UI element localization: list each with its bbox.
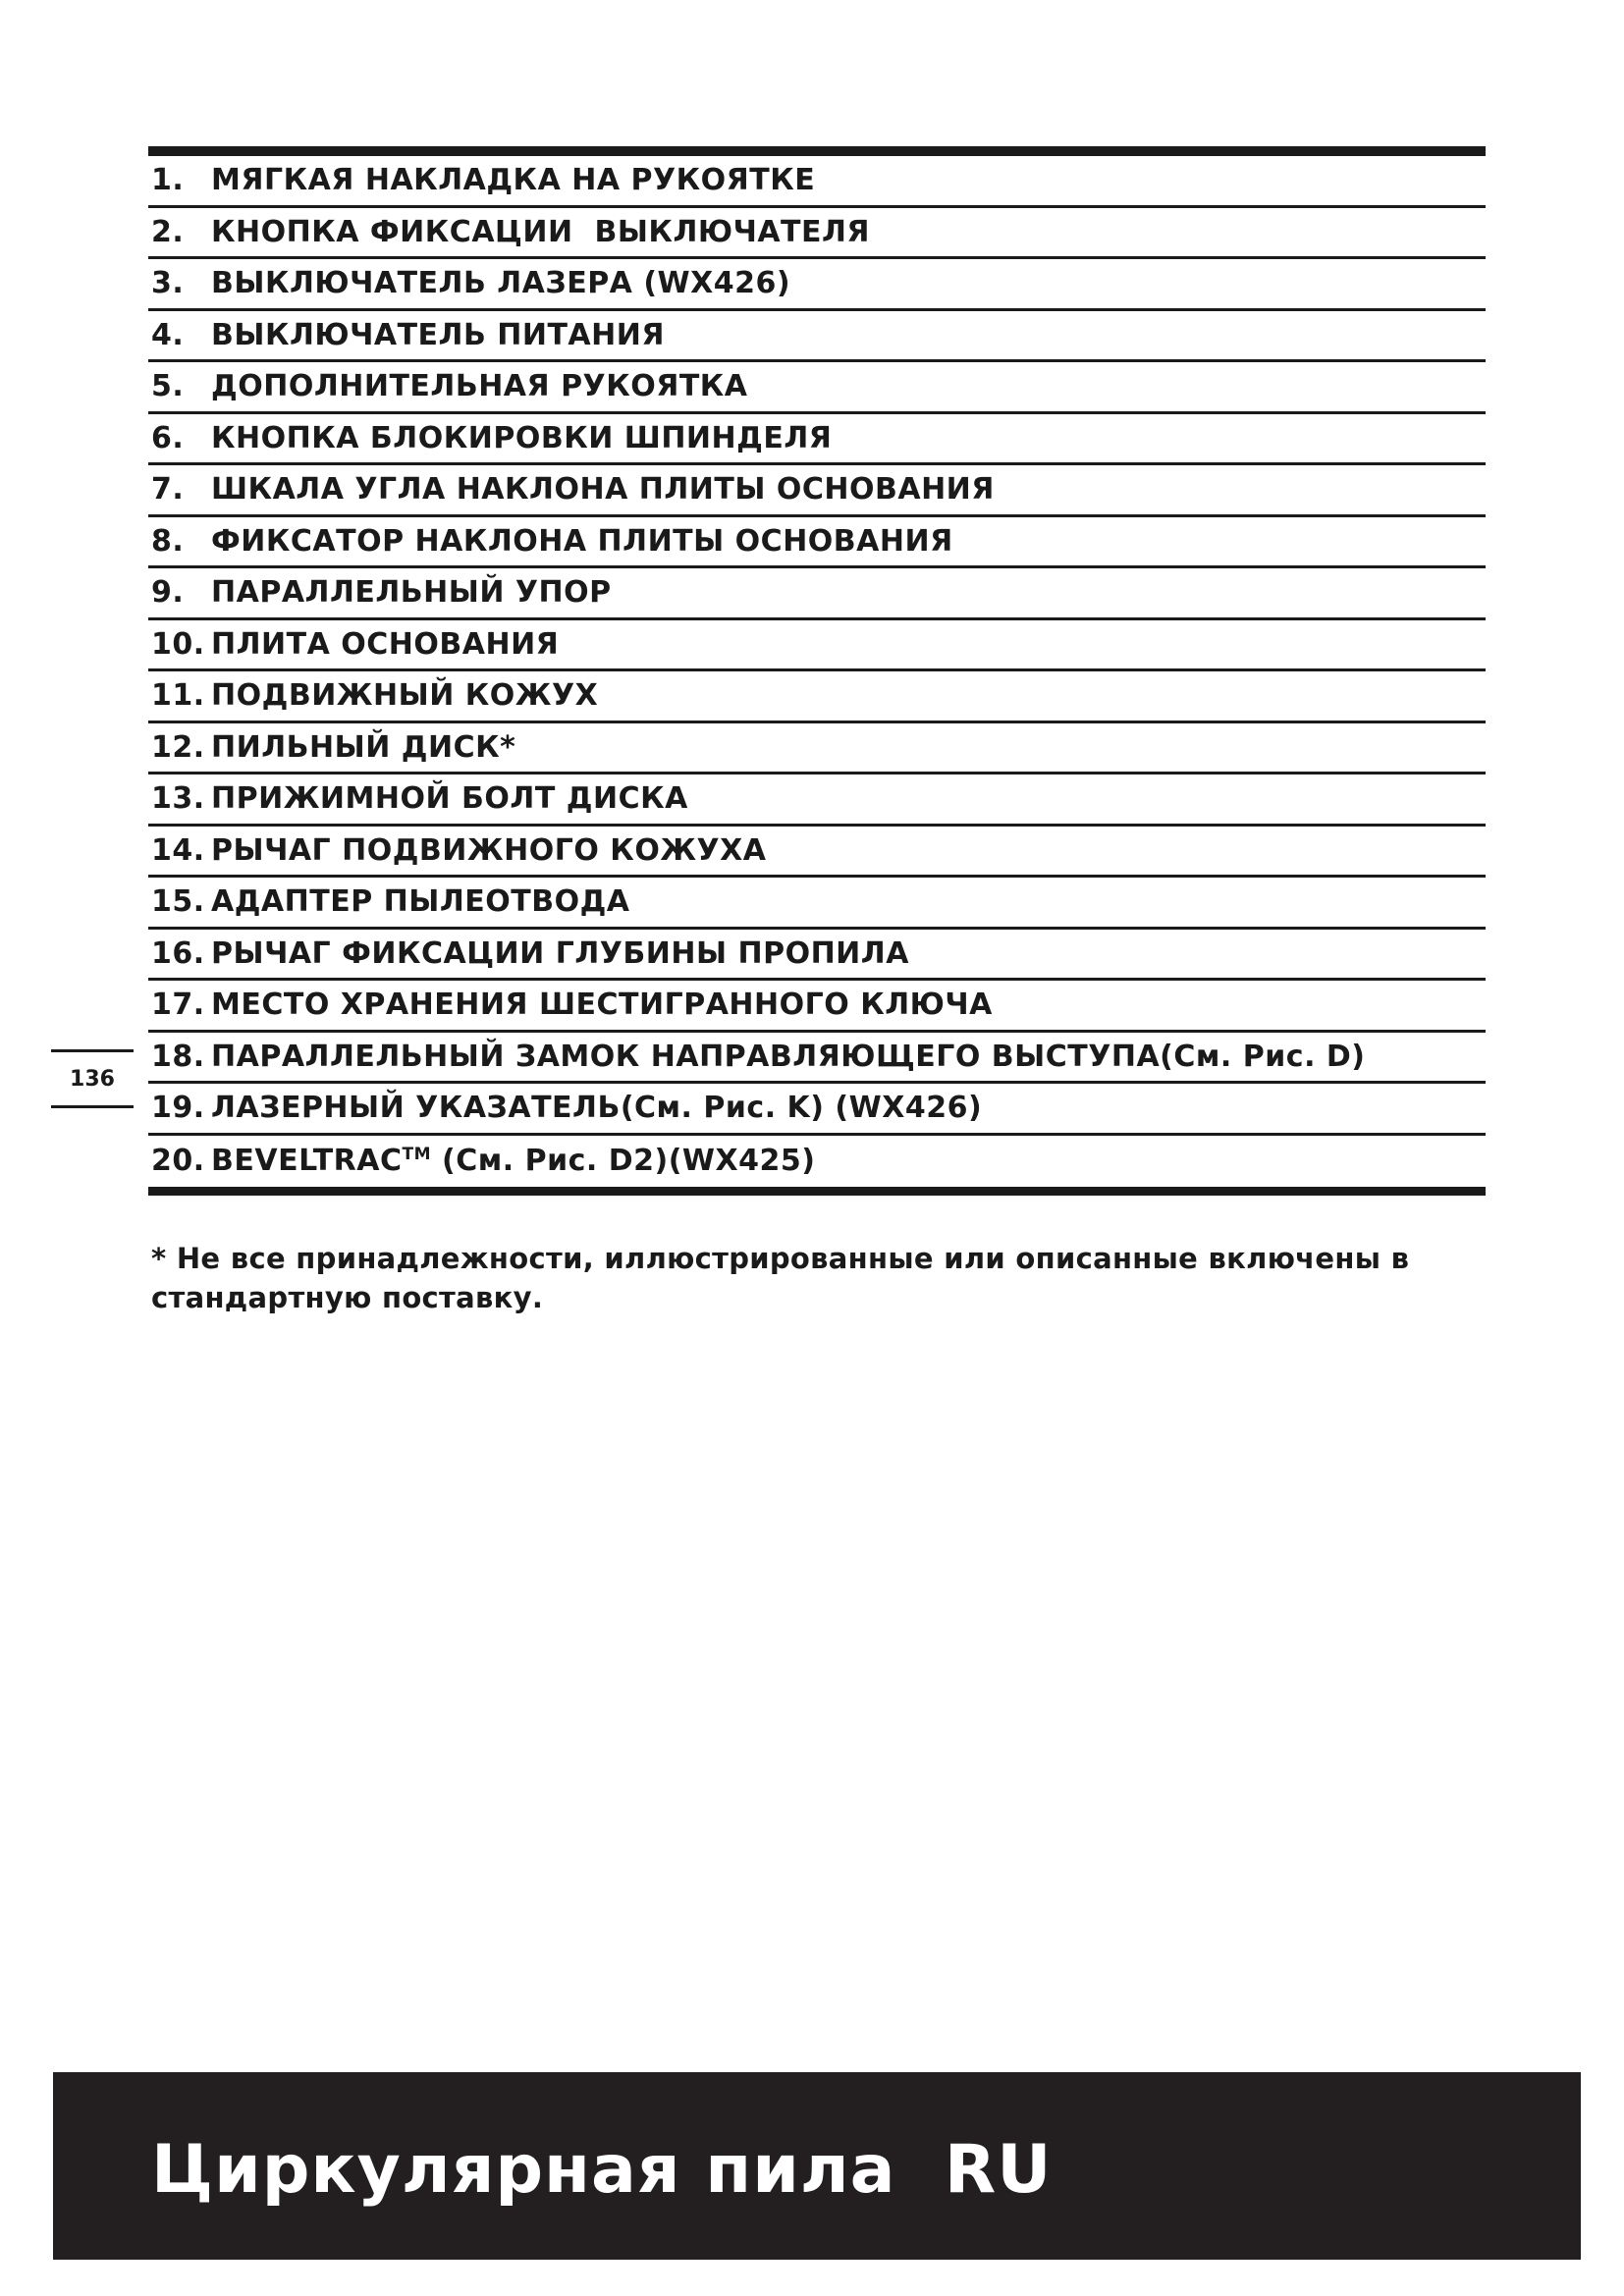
part-number: 20. <box>151 1144 205 1179</box>
footer-band <box>53 2072 1581 2260</box>
part-label: BEVELTRAC <box>211 1144 403 1179</box>
parts-list-item <box>148 208 1486 260</box>
parts-list-item <box>148 259 1486 311</box>
part-label: ПАРАЛЛЕЛЬНЫЙ УПОР <box>211 575 612 611</box>
part-label: ВЫКЛЮЧАТЕЛЬ ЛАЗЕРА (WX426) <box>211 266 791 301</box>
part-number: 11. <box>151 678 205 714</box>
part-label: ВЫКЛЮЧАТЕЛЬ ПИТАНИЯ <box>211 317 665 352</box>
footer-title: Циркулярная пила RU <box>151 2131 1053 2209</box>
part-label: ПРИЖИМНОЙ БОЛТ ДИСКА <box>211 781 688 817</box>
part-number: 6. <box>151 420 185 455</box>
parts-list <box>148 146 1486 1196</box>
parts-list-item <box>148 311 1486 363</box>
part-number: 1. <box>151 163 185 198</box>
parts-list-item <box>148 517 1486 569</box>
part-label: РЫЧАГ ПОДВИЖНОГО КОЖУХА <box>211 832 767 868</box>
part-label: ПИЛЬНЫЙ ДИСК* <box>211 729 516 765</box>
parts-list-item <box>148 671 1486 723</box>
parts-list-item <box>148 568 1486 620</box>
parts-list-item <box>148 156 1486 208</box>
part-label: КНОПКА БЛОКИРОВКИ ШПИНДЕЛЯ <box>211 420 833 455</box>
parts-list-item <box>148 620 1486 672</box>
part-number: 7. <box>151 472 185 507</box>
parts-list-item <box>148 827 1486 879</box>
parts-list-item <box>148 414 1486 466</box>
part-label: МЯГКАЯ НАКЛАДКА НА РУКОЯТКЕ <box>211 163 816 198</box>
part-label: ПОДВИЖНЫЙ КОЖУХ <box>211 678 599 714</box>
part-number: 10. <box>151 626 205 662</box>
parts-list-item <box>148 774 1486 827</box>
part-number: 9. <box>151 575 185 611</box>
part-number: 17. <box>151 988 205 1023</box>
part-number: 3. <box>151 266 185 301</box>
part-label-composite <box>211 1144 815 1178</box>
parts-list-item <box>148 723 1486 775</box>
part-number: 16. <box>151 935 205 971</box>
part-number: 15. <box>151 884 205 920</box>
parts-list-item <box>148 1136 1486 1188</box>
part-number: 19. <box>151 1091 205 1126</box>
parts-list-item <box>148 1033 1486 1085</box>
part-number: 14. <box>151 832 205 868</box>
part-label-suffix: (См. Рис. D2)(WX425) <box>431 1144 816 1179</box>
part-number: 2. <box>151 214 185 249</box>
part-number: 18. <box>151 1039 205 1074</box>
parts-list-item <box>148 878 1486 930</box>
part-number: 13. <box>151 781 205 817</box>
part-label: КНОПКА ФИКСАЦИИ ВЫКЛЮЧАТЕЛЯ <box>211 214 871 249</box>
part-label: МЕСТО ХРАНЕНИЯ ШЕСТИГРАННОГО КЛЮЧА <box>211 988 993 1023</box>
part-number: 5. <box>151 369 185 404</box>
part-label: ЛАЗЕРНЫЙ УКАЗАТЕЛЬ(См. Рис. K) (WX426) <box>211 1091 983 1126</box>
part-number: 8. <box>151 523 185 559</box>
part-label: АДАПТЕР ПЫЛЕОТВОДА <box>211 884 630 920</box>
part-number: 4. <box>151 317 185 352</box>
part-number: 12. <box>151 729 205 765</box>
part-label: ДОПОЛНИТЕЛЬНАЯ РУКОЯТКА <box>211 369 748 404</box>
page-number: 136 <box>51 1049 134 1108</box>
part-label: ФИКСАТОР НАКЛОНА ПЛИТЫ ОСНОВАНИЯ <box>211 523 953 559</box>
parts-list-item <box>148 930 1486 982</box>
part-label: ПАРАЛЛЕЛЬНЫЙ ЗАМОК НАПРАВЛЯЮЩЕГО ВЫСТУПА(См. Рис. D) <box>211 1039 1366 1074</box>
trademark-superscript: TM <box>402 1145 432 1165</box>
parts-list-item <box>148 465 1486 517</box>
part-label: ШКАЛА УГЛА НАКЛОНА ПЛИТЫ ОСНОВАНИЯ <box>211 472 995 507</box>
footnote: * Не все принадлежности, иллюстрированные или описанные включены в стандартную поставку. <box>151 1242 1410 1314</box>
parts-list-item <box>148 1084 1486 1136</box>
part-label: ПЛИТА ОСНОВАНИЯ <box>211 626 560 662</box>
parts-list-item <box>148 981 1486 1033</box>
part-label: РЫЧАГ ФИКСАЦИИ ГЛУБИНЫ ПРОПИЛА <box>211 935 909 971</box>
parts-list-item <box>148 362 1486 414</box>
